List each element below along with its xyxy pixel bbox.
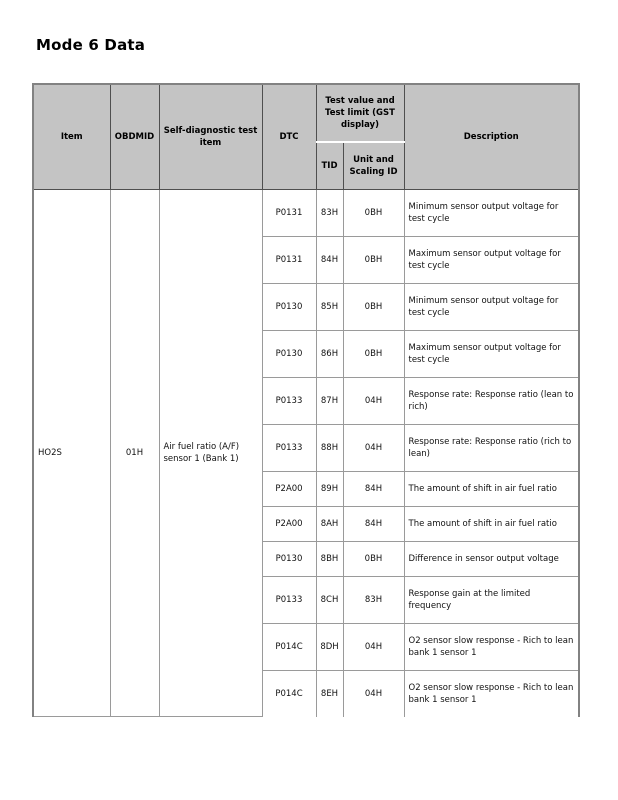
unit-scaling-cell: 0BH <box>343 541 404 576</box>
description-cell: Minimum sensor output voltage for test cycle <box>404 189 579 236</box>
tid-cell: 87H <box>316 377 343 424</box>
tid-cell: 8EH <box>316 670 343 717</box>
description-cell: The amount of shift in air fuel ratio <box>404 471 579 506</box>
dtc-cell: P2A00 <box>262 506 316 541</box>
unit-scaling-cell: 04H <box>343 424 404 471</box>
description-cell: Minimum sensor output voltage for test cycle <box>404 283 579 330</box>
unit-scaling-cell: 83H <box>343 576 404 623</box>
unit-scaling-cell: 04H <box>343 623 404 670</box>
dtc-cell: P0133 <box>262 377 316 424</box>
dtc-cell: P2A00 <box>262 471 316 506</box>
column-header-self-diagnostic-test-item: Self-diagnostic test item <box>159 84 262 189</box>
tid-cell: 84H <box>316 236 343 283</box>
tid-cell: 85H <box>316 283 343 330</box>
unit-scaling-cell: 0BH <box>343 330 404 377</box>
table-header <box>33 84 579 189</box>
column-header-item: Item <box>33 84 110 189</box>
mode6-data-table <box>32 83 580 717</box>
column-header-tid: TID <box>316 142 343 189</box>
item-group-cell: HO2S <box>33 189 110 717</box>
column-header-unit-scaling-id: Unit and Scaling ID <box>343 142 404 189</box>
tid-cell: 88H <box>316 424 343 471</box>
dtc-cell: P0131 <box>262 236 316 283</box>
dtc-cell: P0133 <box>262 424 316 471</box>
dtc-cell: P014C <box>262 623 316 670</box>
description-cell: Response rate: Response ratio (lean to rich) <box>404 377 579 424</box>
page-title: Mode 6 Data <box>36 36 146 54</box>
unit-scaling-cell: 0BH <box>343 283 404 330</box>
dtc-cell: P0130 <box>262 330 316 377</box>
column-header-description: Description <box>404 84 579 189</box>
dtc-cell: P014C <box>262 670 316 717</box>
dtc-cell: P0133 <box>262 576 316 623</box>
table-row <box>33 189 579 236</box>
description-cell: Maximum sensor output voltage for test cycle <box>404 330 579 377</box>
column-header-test-value-group: Test value and Test limit (GST display) <box>316 84 404 142</box>
unit-scaling-cell: 04H <box>343 377 404 424</box>
dtc-cell: P0130 <box>262 541 316 576</box>
tid-cell: 8BH <box>316 541 343 576</box>
self-diagnostic-group-cell: Air fuel ratio (A/F) sensor 1 (Bank 1) <box>159 189 262 717</box>
tid-cell: 8CH <box>316 576 343 623</box>
tid-cell: 8DH <box>316 623 343 670</box>
column-header-obdmid: OBDMID <box>110 84 159 189</box>
unit-scaling-cell: 84H <box>343 471 404 506</box>
unit-scaling-cell: 0BH <box>343 189 404 236</box>
tid-cell: 89H <box>316 471 343 506</box>
description-cell: O2 sensor slow response - Rich to lean bank 1 sensor 1 <box>404 670 579 717</box>
column-header-dtc: DTC <box>262 84 316 189</box>
tid-cell: 8AH <box>316 506 343 541</box>
description-cell: Response gain at the limited frequency <box>404 576 579 623</box>
tid-cell: 83H <box>316 189 343 236</box>
description-cell: Difference in sensor output voltage <box>404 541 579 576</box>
obdmid-group-cell: 01H <box>110 189 159 717</box>
description-cell: Response rate: Response ratio (rich to lean) <box>404 424 579 471</box>
unit-scaling-cell: 0BH <box>343 236 404 283</box>
unit-scaling-cell: 84H <box>343 506 404 541</box>
table-body <box>33 189 579 717</box>
description-cell: O2 sensor slow response - Rich to lean bank 1 sensor 1 <box>404 623 579 670</box>
tid-cell: 86H <box>316 330 343 377</box>
dtc-cell: P0130 <box>262 283 316 330</box>
description-cell: Maximum sensor output voltage for test cycle <box>404 236 579 283</box>
dtc-cell: P0131 <box>262 189 316 236</box>
description-cell: The amount of shift in air fuel ratio <box>404 506 579 541</box>
unit-scaling-cell: 04H <box>343 670 404 717</box>
